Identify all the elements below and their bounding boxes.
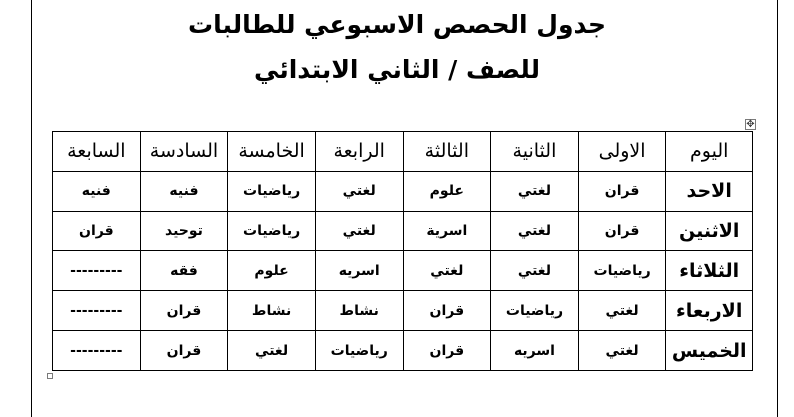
header-cell-day: اليوم (666, 132, 753, 172)
period-cell: رياضيات (315, 331, 403, 371)
period-cell: فنيه (53, 171, 141, 211)
period-cell: لغتي (491, 251, 579, 291)
period-cell: قران (578, 211, 666, 251)
period-cell: --------- (53, 251, 141, 291)
period-cell: قران (403, 291, 491, 331)
day-cell: الثلاثاء (666, 251, 753, 291)
header-cell-period-7: السابعة (53, 132, 141, 172)
period-cell: قران (140, 331, 228, 371)
period-cell: لغتي (578, 291, 666, 331)
table-row (53, 251, 753, 291)
period-cell: نشاط (315, 291, 403, 331)
header-cell-period-5: الخامسة (228, 132, 316, 172)
table-move-handle-icon[interactable]: ✥ (746, 119, 755, 130)
header-cell-period-2: الثانية (491, 132, 579, 172)
period-cell: لغتي (228, 331, 316, 371)
period-cell: رياضيات (228, 211, 316, 251)
period-cell: --------- (53, 331, 141, 371)
schedule-table (52, 131, 753, 371)
period-cell: علوم (403, 171, 491, 211)
period-cell: فقه (140, 251, 228, 291)
document-title: جدول الحصص الاسبوعي للطالبات (188, 10, 606, 39)
day-cell: الخميس (666, 331, 753, 371)
table-row (53, 331, 753, 371)
header-cell-period-1: الاولى (578, 132, 666, 172)
period-cell: اسريه (315, 251, 403, 291)
period-cell: علوم (228, 251, 316, 291)
day-cell: الاحد (666, 171, 753, 211)
period-cell: اسريه (491, 331, 579, 371)
period-cell: توحيد (140, 211, 228, 251)
period-cell: لغتي (403, 251, 491, 291)
period-cell: لغتي (315, 211, 403, 251)
header-cell-period-6: السادسة (140, 132, 228, 172)
table-row (53, 171, 753, 211)
period-cell: --------- (53, 291, 141, 331)
document-subtitle: للصف / الثاني الابتدائي (254, 55, 540, 84)
table-row (53, 291, 753, 331)
period-cell: لغتي (578, 331, 666, 371)
period-cell: رياضيات (578, 251, 666, 291)
period-cell: رياضيات (491, 291, 579, 331)
period-cell: قران (140, 291, 228, 331)
period-cell: فنيه (140, 171, 228, 211)
period-cell: رياضيات (228, 171, 316, 211)
header-cell-period-3: الثالثة (403, 132, 491, 172)
day-cell: الاربعاء (666, 291, 753, 331)
period-cell: نشاط (228, 291, 316, 331)
period-cell: قران (403, 331, 491, 371)
table-resize-handle-icon[interactable] (47, 373, 53, 379)
period-cell: لغتي (491, 171, 579, 211)
header-cell-period-4: الرابعة (315, 132, 403, 172)
period-cell: قران (53, 211, 141, 251)
period-cell: اسرية (403, 211, 491, 251)
period-cell: لغتي (315, 171, 403, 211)
day-cell: الاثنين (666, 211, 753, 251)
period-cell: لغتي (491, 211, 579, 251)
table-header-row (53, 132, 753, 172)
table-row (53, 211, 753, 251)
period-cell: قران (578, 171, 666, 211)
